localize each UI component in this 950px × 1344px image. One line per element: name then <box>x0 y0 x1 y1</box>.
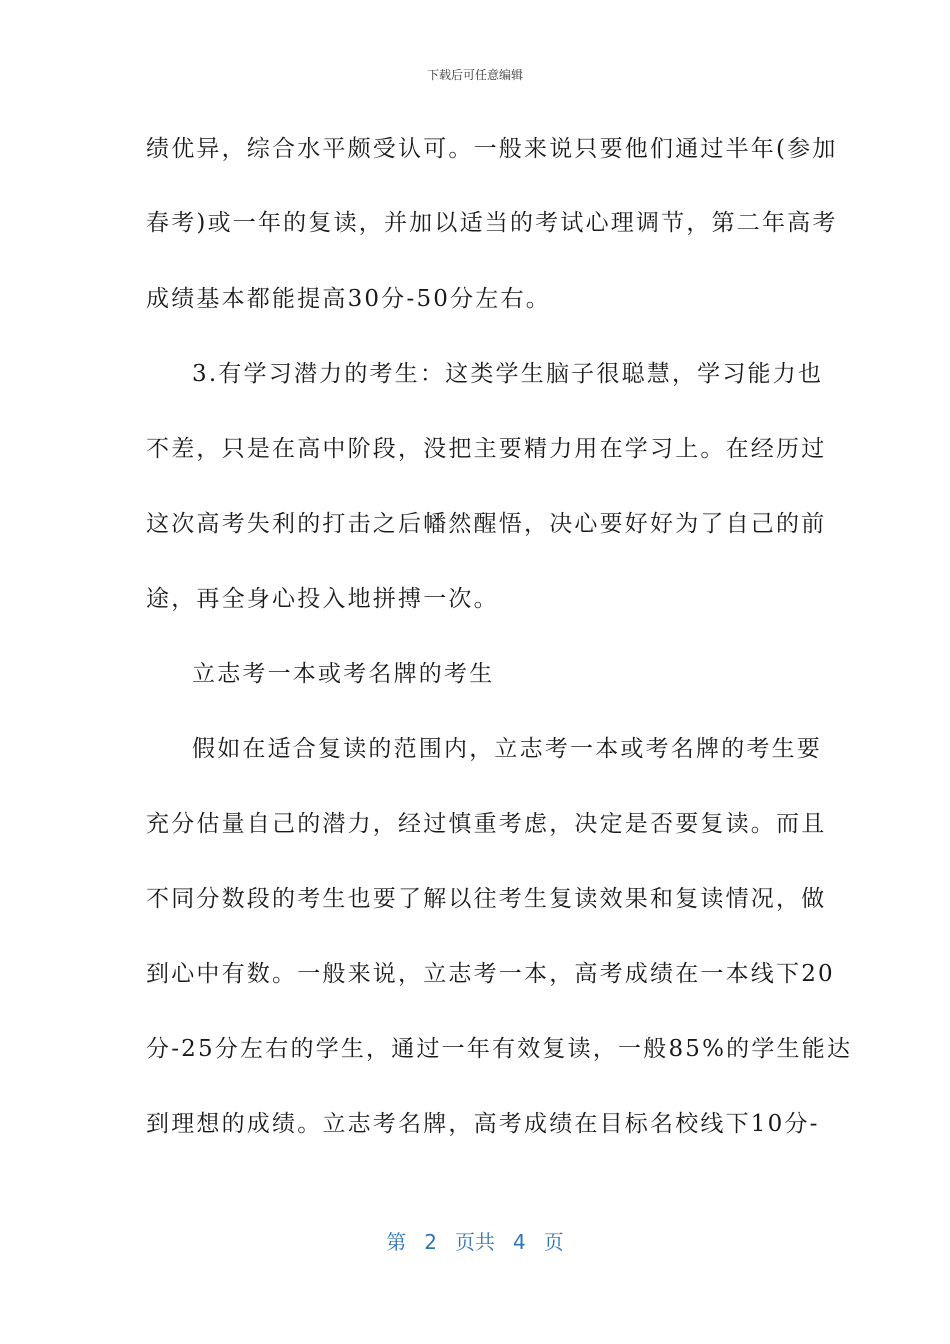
footer-mid: 页共 <box>455 1230 495 1254</box>
footer-prefix: 第 <box>386 1230 407 1254</box>
text-line: 到理想的成绩。立志考名牌，高考成绩在目标名校线下10分- <box>146 1111 820 1137</box>
current-page-number: 2 <box>424 1230 437 1254</box>
text-line: 充分估量自己的潜力，经过慎重考虑，决定是否要复读。而且 <box>146 811 827 837</box>
section-heading: 立志考一本或考名牌的考生 <box>192 661 495 687</box>
page-header: 下载后可任意编辑 <box>426 68 523 82</box>
text-line: 绩优异，综合水平颇受认可。一般来说只要他们通过半年(参加 <box>146 136 838 162</box>
page-footer <box>0 1226 950 1255</box>
text-line: 这次高考失利的打击之后幡然醒悟，决心要好好为了自己的前 <box>146 511 827 537</box>
total-page-number: 4 <box>513 1230 526 1254</box>
text-line: 春考)或一年的复读，并加以适当的考试心理调节，第二年高考 <box>146 210 838 236</box>
text-line: 假如在适合复读的范围内，立志考一本或考名牌的考生要 <box>192 736 822 762</box>
text-line: 成绩基本都能提高30分-50分左右。 <box>146 286 551 312</box>
footer-suffix: 页 <box>543 1230 564 1254</box>
text-line: 不同分数段的考生也要了解以往考生复读效果和复读情况，做 <box>146 886 827 912</box>
text-line: 到心中有数。一般来说，立志考一本，高考成绩在一本线下20 <box>146 961 835 987</box>
text-line: 3.有学习潜力的考生：这类学生脑子很聪慧，学习能力也 <box>192 361 824 387</box>
text-line: 不差，只是在高中阶段，没把主要精力用在学习上。在经历过 <box>146 436 827 462</box>
text-line: 途，再全身心投入地拼搏一次。 <box>146 586 499 612</box>
text-line: 分-25分左右的学生，通过一年有效复读，一般85%的学生能达 <box>146 1036 853 1062</box>
